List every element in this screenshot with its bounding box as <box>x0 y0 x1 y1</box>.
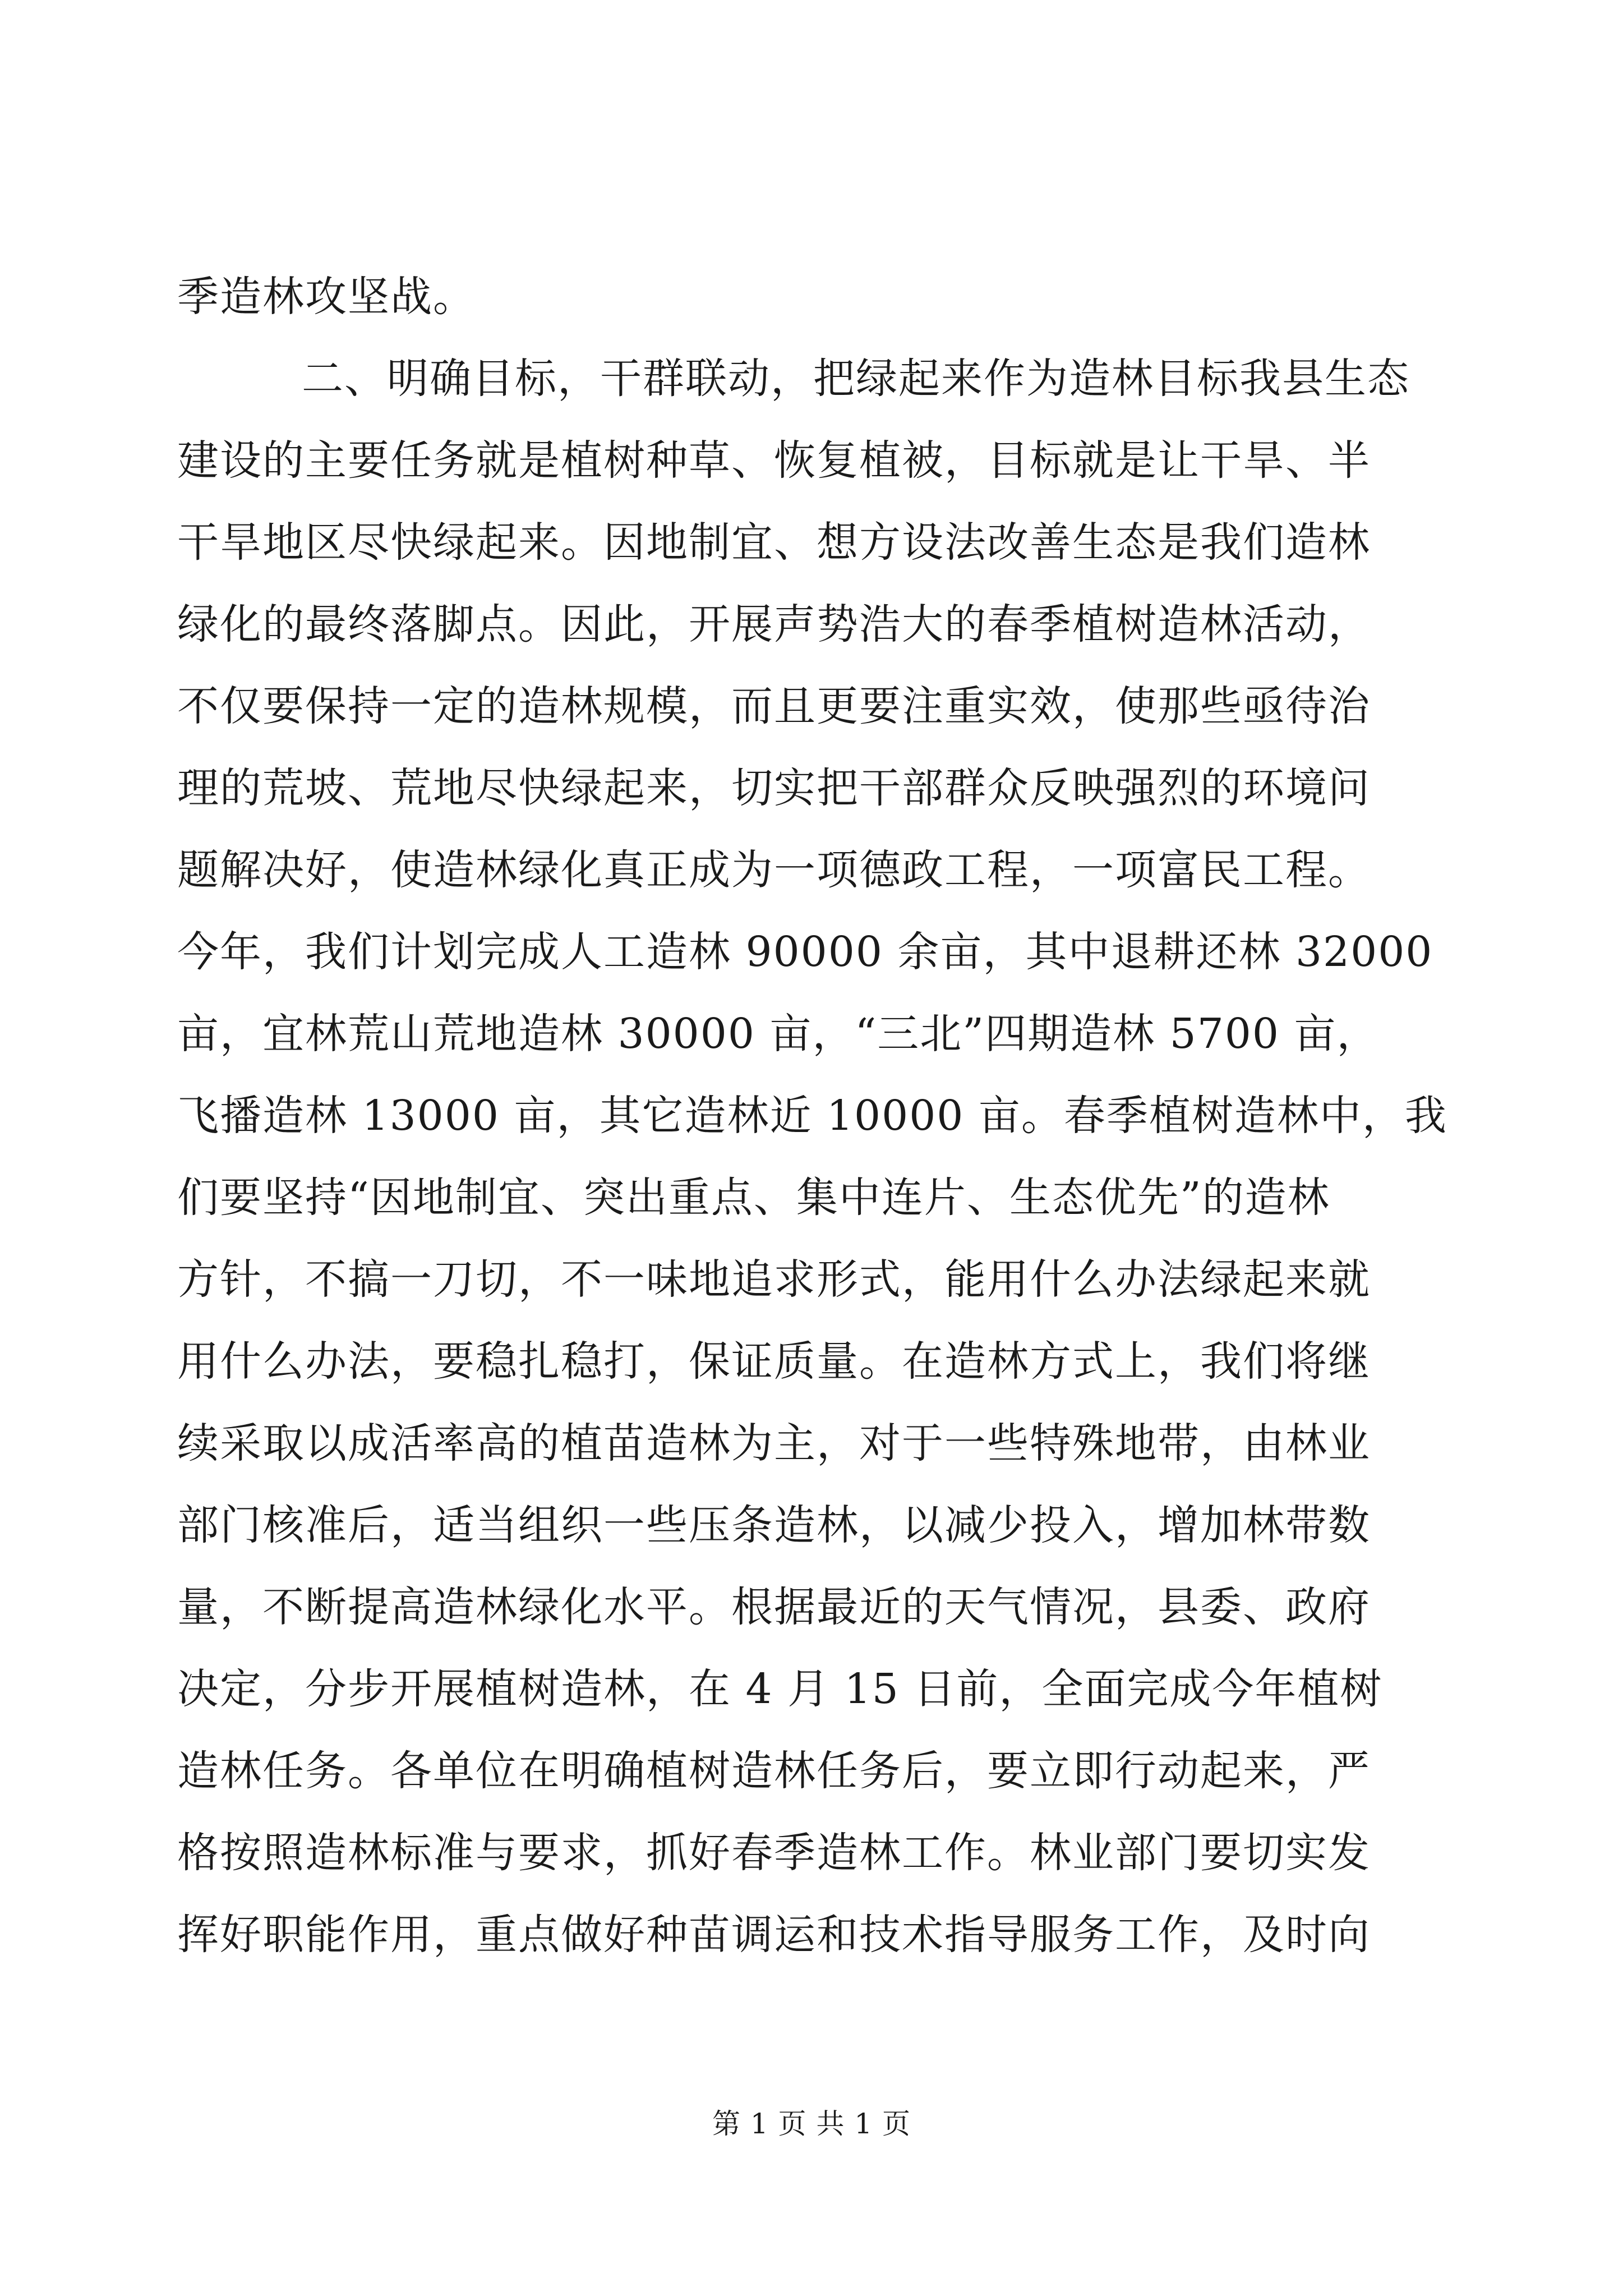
text-line: 格按照造林标准与要求，抓好春季造林工作。林业部门要切实发 <box>177 1829 1371 1877</box>
text-line: 不仅要保持一定的造林规模，而且更要注重实效，使那些亟待治 <box>177 682 1371 730</box>
document-body <box>177 256 1447 1976</box>
text-line: 题解决好，使造林绿化真正成为一项德政工程，一项富民工程。 <box>177 846 1371 894</box>
text-line: 亩，宜林荒山荒地造林 30000 亩，“三北”四期造林 5700 亩， <box>177 1010 1380 1058</box>
page-number-footer: 第 1 页 共 1 页 <box>712 2108 911 2140</box>
text-line: 们要坚持“因地制宜、突出重点、集中连片、生态优先”的造林 <box>177 1174 1330 1222</box>
text-line: 续采取以成活率高的植苗造林为主，对于一些特殊地带，由林业 <box>177 1419 1371 1467</box>
text-line: 飞播造林 13000 亩，其它造林近 10000 亩。春季植树造林中，我 <box>177 1092 1447 1140</box>
text-line: 部门核准后，适当组织一些压条造林，以减少投入，增加林带数 <box>177 1501 1371 1549</box>
text-line: 绿化的最终落脚点。因此，开展声势浩大的春季植树造林活动， <box>177 600 1371 648</box>
text-line: 挥好职能作用，重点做好种苗调运和技术指导服务工作，及时向 <box>177 1911 1371 1959</box>
text-line: 理的荒坡、荒地尽快绿起来，切实把干部群众反映强烈的环境问 <box>177 764 1371 812</box>
text-line: 干旱地区尽快绿起来。因地制宜、想方设法改善生态是我们造林 <box>177 518 1371 567</box>
text-line: 今年，我们计划完成人工造林 90000 余亩，其中退耕还林 32000 <box>177 928 1433 976</box>
text-line: 量，不断提高造林绿化水平。根据最近的天气情况，县委、政府 <box>177 1583 1371 1631</box>
text-line: 建设的主要任务就是植树种草、恢复植被，目标就是让干旱、半 <box>177 436 1371 485</box>
text-line: 决定，分步开展植树造林，在 4 月 15 日前，全面完成今年植树 <box>177 1665 1383 1713</box>
text-line: 用什么办法，要稳扎稳打，保证质量。在造林方式上，我们将继 <box>177 1337 1371 1386</box>
text-line: 二、明确目标，干群联动，把绿起来作为造林目标我县生态 <box>302 355 1410 403</box>
text-line: 造林任务。各单位在明确植树造林任务后，要立即行动起来，严 <box>177 1747 1371 1795</box>
text-line: 季造林攻坚战。 <box>177 273 476 321</box>
text-line: 方针，不搞一刀切，不一味地追求形式，能用什么办法绿起来就 <box>177 1255 1371 1304</box>
